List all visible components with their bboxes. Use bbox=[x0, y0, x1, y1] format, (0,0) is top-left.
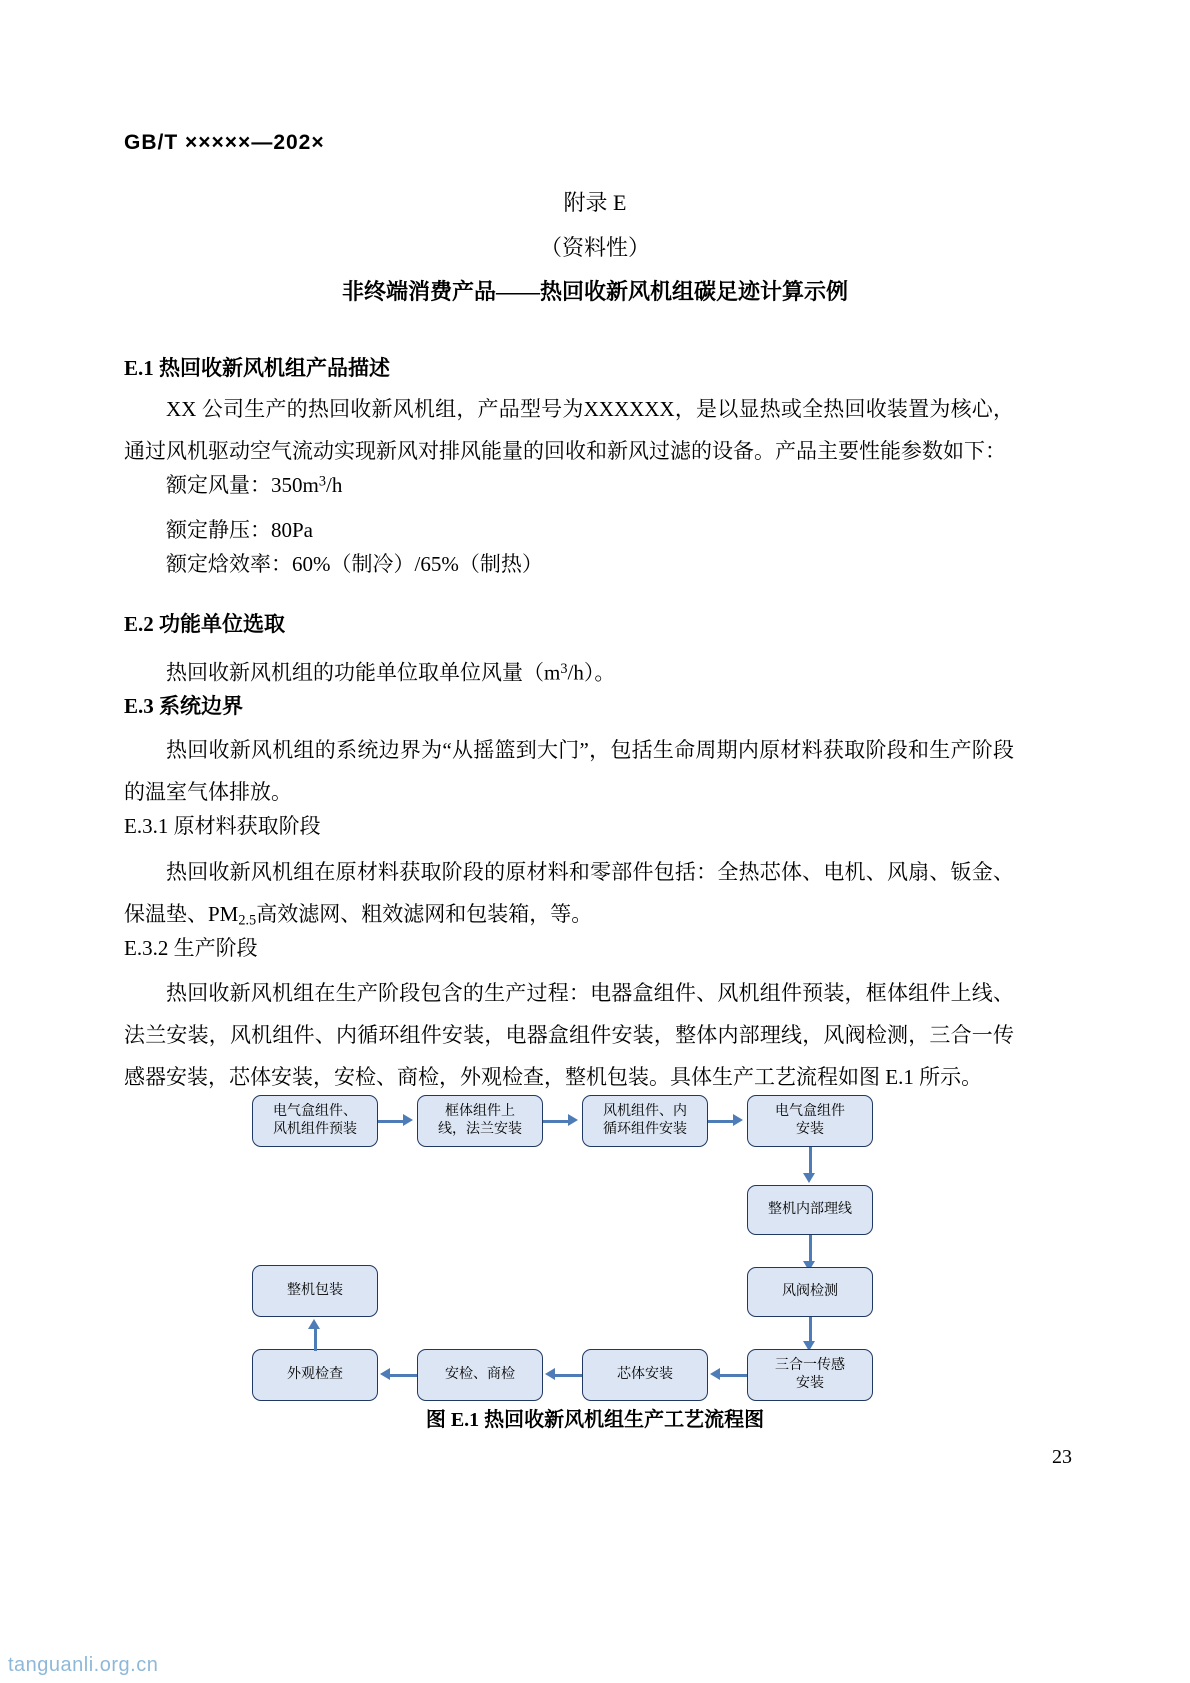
heading-e1: E.1 热回收新风机组产品描述 bbox=[124, 356, 391, 380]
figure-caption: 图 E.1 热回收新风机组生产工艺流程图 bbox=[425, 1409, 765, 1431]
flow-arrow-1-line bbox=[378, 1120, 405, 1123]
flow-arrow-1-head bbox=[403, 1114, 413, 1126]
flow-node-whole-unit-wiring[interactable]: 整机内部理线 bbox=[747, 1185, 873, 1235]
standard-code-header: GB/T ×××××—202× bbox=[124, 131, 325, 154]
param-rated-airflow bbox=[166, 469, 342, 499]
param-unit-exponent: 3 bbox=[318, 473, 326, 490]
annex-name: 非终端消费产品——热回收新风机组碳足迹计算示例 bbox=[341, 279, 848, 304]
flow-arrow-9-line bbox=[390, 1374, 417, 1377]
flow-arrow-7-line bbox=[720, 1374, 747, 1377]
flow-node-fan-inner-circulation-install[interactable]: 风机组件、内 循环组件安装 bbox=[582, 1095, 708, 1147]
annex-kind: （资料性） bbox=[539, 235, 650, 260]
paragraph-e3: 热回收新风机组的系统边界为“从摇篮到大门”，包括生命周期内原材料获取阶段和生产阶段的温室气体排放。 bbox=[124, 738, 1014, 804]
flow-arrow-3-head bbox=[733, 1114, 743, 1126]
flow-arrow-4-head bbox=[803, 1173, 815, 1183]
annex-label: 附录 E bbox=[563, 190, 627, 215]
paragraph-e31 bbox=[124, 851, 1014, 942]
unit-exponent: 3 bbox=[560, 661, 568, 677]
paragraph-e32: 热回收新风机组在生产阶段包含的生产过程：电器盒组件、风机组件预装，框体组件上线、法兰安装，风机组件、内循环组件安装，电器盒组件安装，整体内部理线，风阀检测，三合一传感器安装，芯体安装，安检、商检，外观检查，整机包装。具体生产工艺流程如图 E.1 所示。 bbox=[124, 981, 1014, 1089]
flow-node-electrical-box-install[interactable]: 电气盒组件 安装 bbox=[747, 1095, 873, 1147]
flow-arrow-8-head bbox=[545, 1368, 555, 1380]
watermark-text: tanguanli.org.cn bbox=[8, 1654, 159, 1676]
paragraph-text-pre: 热回收新风机组的功能单位取单位风量（m bbox=[166, 660, 561, 685]
paragraph-text-post: 高效滤网、粗效滤网和包装箱，等。 bbox=[256, 902, 593, 926]
process-flow-diagram bbox=[232, 1087, 962, 1391]
heading-e31: E.3.1 原材料获取阶段 bbox=[124, 814, 321, 838]
flow-arrow-10-head bbox=[308, 1319, 320, 1329]
flow-node-whole-unit-packaging[interactable]: 整机包装 bbox=[252, 1265, 378, 1317]
param-label: 额定风量： bbox=[166, 473, 271, 497]
flow-arrow-7-head bbox=[710, 1368, 720, 1380]
paragraph-text-pre: 热回收新风机组在原材料获取阶段的原材料和零部件包括：全热芯体、电机、风扇、钣金、保温垫、PM bbox=[124, 860, 1014, 926]
param-rated-static-pressure bbox=[166, 514, 313, 544]
heading-e2: E.2 功能单位选取 bbox=[124, 612, 286, 636]
paragraph-text-post: /h）。 bbox=[567, 660, 616, 685]
paragraph-e2 bbox=[124, 648, 1014, 693]
heading-e3: E.3 系统边界 bbox=[124, 694, 244, 718]
param-label: 额定静压： bbox=[166, 518, 271, 542]
flow-node-appearance-inspection[interactable]: 外观检查 bbox=[252, 1349, 378, 1401]
heading-e32: E.3.2 生产阶段 bbox=[124, 936, 258, 960]
flow-arrow-8-line bbox=[555, 1374, 582, 1377]
flow-node-frame-assembly-flange[interactable]: 框体组件上 线，法兰安装 bbox=[417, 1095, 543, 1147]
paragraph-e1: XX 公司生产的热回收新风机组，产品型号为XXXXXX，是以显热或全热回收装置为核心，通过风机驱动空气流动实现新风对排风能量的回收和新风过滤的设备。产品主要性能参数如下： bbox=[124, 397, 1014, 463]
param-unit-rest: /h bbox=[325, 473, 343, 497]
param-label: 额定焓效率： bbox=[166, 552, 292, 576]
page-number: 23 bbox=[1052, 1446, 1072, 1468]
flow-node-air-valve-inspection[interactable]: 风阀检测 bbox=[747, 1267, 873, 1317]
flow-node-core-install[interactable]: 芯体安装 bbox=[582, 1349, 708, 1401]
param-value: 350m bbox=[271, 473, 319, 497]
flow-node-electrical-box-fan-preassembly[interactable]: 电气盒组件、 风机组件预装 bbox=[252, 1095, 378, 1147]
flow-arrow-10-line bbox=[314, 1329, 317, 1351]
flow-arrow-3-line bbox=[708, 1120, 735, 1123]
pm-subscript: 2.5 bbox=[238, 912, 257, 929]
flow-arrow-9-head bbox=[380, 1368, 390, 1380]
param-value: 60%（制冷）/65%（制热） bbox=[292, 552, 543, 576]
flow-node-three-in-one-sensor-install[interactable]: 三合一传感 安装 bbox=[747, 1349, 873, 1401]
param-rated-enthalpy-efficiency bbox=[166, 548, 543, 578]
flow-arrow-2-head bbox=[568, 1114, 578, 1126]
param-value: 80Pa bbox=[271, 518, 313, 542]
flow-node-safety-commercial-inspection[interactable]: 安检、商检 bbox=[417, 1349, 543, 1401]
flow-arrow-2-line bbox=[543, 1120, 570, 1123]
